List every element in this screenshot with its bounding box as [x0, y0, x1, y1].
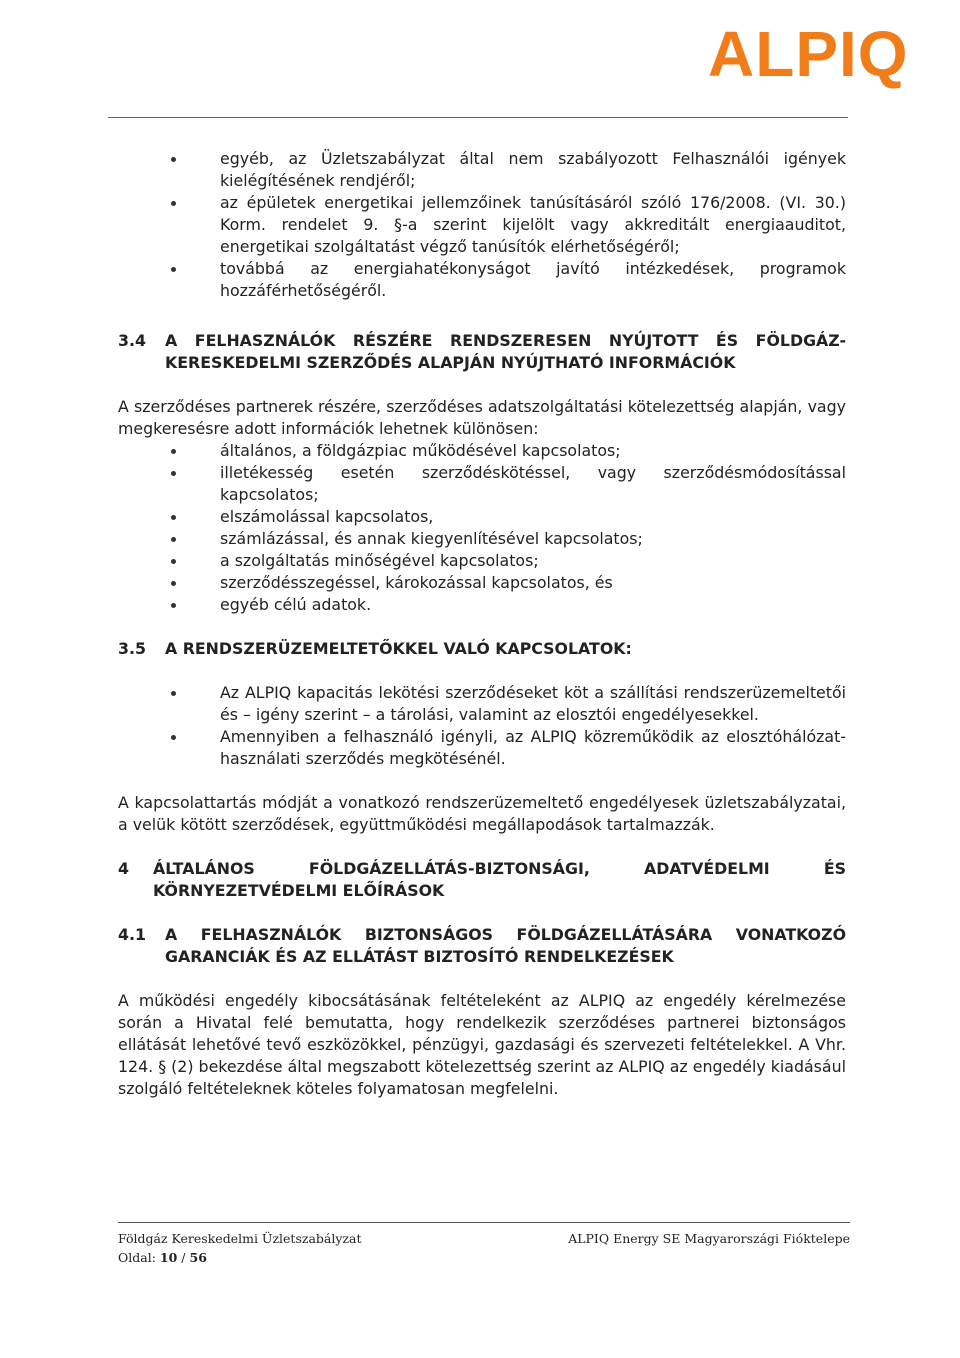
- top-bullet-list: [118, 148, 846, 302]
- section-4-heading: [118, 858, 846, 902]
- page-separator: /: [181, 1250, 186, 1265]
- section-3-4-intro: A szerződéses partnerek részére, szerződéses adatszolgáltatási kötelezettség alapján, vagy megkeresésre adott információk lehetnek különösen:: [118, 397, 846, 438]
- page-content: [118, 148, 846, 1100]
- section-4-1-paragraph: A működési engedély kibocsátásának feltételeként az ALPIQ az engedély kérelmezése során a Hivatal felé bemutatta, hogy rendelkezik szerződéses partnerei biztonságos ellátását lehetővé tevő eszközökkel, pénzügyi, gazdasági és szervezeti feltételekkel. A Vhr. 124. § (2) bekezdése által megszabott kötelezettség szerint az ALPIQ az engedély kiadásául szolgáló feltételeknek köteles folyamatosan megfelelni.: [118, 991, 846, 1098]
- section-3-5-list: [118, 682, 846, 770]
- list-item: illetékesség esetén szerződéskötéssel, vagy szerződésmódosítással kapcsolatos;: [118, 462, 846, 506]
- footer-document-title: Földgáz Kereskedelmi Üzletszabályzat: [118, 1231, 362, 1246]
- list-item: a szolgáltatás minőségével kapcsolatos;: [118, 550, 846, 572]
- alpiq-logo: ALPIQ: [708, 18, 909, 90]
- list-item: szerződésszegéssel, károkozással kapcsolatos, és: [118, 572, 846, 594]
- list-item: egyéb célú adatok.: [118, 594, 846, 616]
- header-divider: [108, 117, 848, 118]
- section-title: A FELHASZNÁLÓK BIZTONSÁGOS FÖLDGÁZELLÁTÁSÁRA VONATKOZÓ GARANCIÁK ÉS AZ ELLÁTÁST BIZTOSÍTÓ RENDELKEZÉSEK: [165, 925, 846, 966]
- section-title: A FELHASZNÁLÓK RÉSZÉRE RENDSZERESEN NYÚJTOTT ÉS FÖLDGÁZ-KERESKEDELMI SZERZŐDÉS ALAPJÁN NYÚJTHATÓ INFORMÁCIÓK: [165, 331, 846, 372]
- page-current: 10: [159, 1250, 178, 1265]
- section-number: 3.5: [118, 639, 146, 658]
- list-item: Amennyiben a felhasználó igényli, az ALPIQ közreműködik az elosztóhálózat-használati szerződés megkötésénél.: [118, 726, 846, 770]
- section-3-4-list: [118, 440, 846, 616]
- footer-company: ALPIQ Energy SE Magyarországi Fióktelepe: [568, 1231, 850, 1246]
- section-3-5-paragraph: A kapcsolattartás módját a vonatkozó rendszerüzemeltető engedélyesek üzletszabályzatai, a velük kötött szerződések, együttműködési megállapodások tartalmazzák.: [118, 793, 846, 834]
- section-number: 3.4: [118, 331, 146, 350]
- section-4-1-heading: [118, 924, 846, 968]
- section-number: 4: [118, 859, 129, 878]
- section-number: 4.1: [118, 925, 146, 944]
- list-item: számlázással, és annak kiegyenlítésével kapcsolatos;: [118, 528, 846, 550]
- list-item: továbbá az energiahatékonyságot javító intézkedések, programok hozzáférhetőségéről.: [118, 258, 846, 302]
- page-label: Oldal:: [118, 1250, 156, 1265]
- page-total: 56: [189, 1250, 207, 1265]
- section-title: ÁLTALÁNOS FÖLDGÁZELLÁTÁS-BIZTONSÁGI, ADATVÉDELMI ÉS KÖRNYEZETVÉDELMI ELŐÍRÁSOK: [153, 859, 846, 900]
- footer-page-number: [118, 1248, 850, 1267]
- list-item: elszámolással kapcsolatos,: [118, 506, 846, 528]
- section-3-5-heading: [118, 638, 846, 660]
- footer-divider: [118, 1222, 850, 1223]
- list-item: egyéb, az Üzletszabályzat által nem szabályozott Felhasználói igények kielégítésének rendjéről;: [118, 148, 846, 192]
- section-3-4-heading: [118, 330, 846, 374]
- list-item: az épületek energetikai jellemzőinek tanúsításáról szóló 176/2008. (VI. 30.) Korm. rendelet 9. §-a szerint kijelölt vagy akkreditált energiaauditot, energetikai szolgáltatást végző tanúsítók elérhetőségéről;: [118, 192, 846, 258]
- section-title: A RENDSZERÜZEMELTETŐKKEL VALÓ KAPCSOLATOK:: [165, 639, 632, 658]
- page-footer: [118, 1229, 850, 1267]
- list-item: Az ALPIQ kapacitás lekötési szerződéseket köt a szállítási rendszerüzemeltetői és – igény szerint – a tárolási, valamint az elosztói engedélyesekkel.: [118, 682, 846, 726]
- list-item: általános, a földgázpiac működésével kapcsolatos;: [118, 440, 846, 462]
